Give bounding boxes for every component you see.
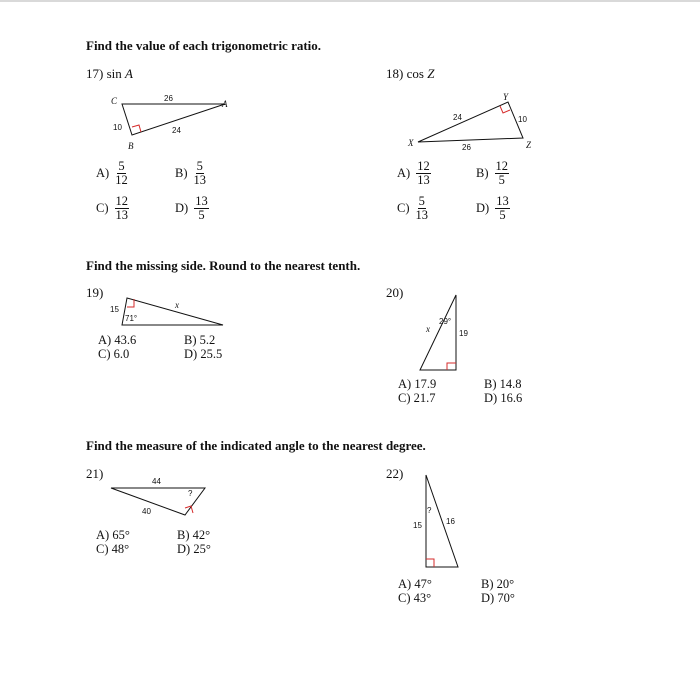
q17-choice-c[interactable]: C) $\frac{12}{13}$ xyxy=(96,194,128,222)
q18-choice-a-den: 13 xyxy=(417,173,430,187)
q22-choice-c[interactable]: C) 43° xyxy=(398,591,432,605)
q22-angle-q: ? xyxy=(427,506,432,515)
q21-angle-q: ? xyxy=(188,489,193,498)
q19-choice-d[interactable]: D) 25.5 xyxy=(184,347,223,361)
q21-triangle-figure xyxy=(105,472,215,522)
q17-choice-d-num: 13 xyxy=(195,194,208,208)
q18-number: 18) xyxy=(386,66,404,81)
q22-choice-b[interactable]: B) 20° xyxy=(481,577,515,591)
q17-choice-b[interactable]: B) $\frac{5}{13}$ xyxy=(175,159,206,187)
q18-side-xy: 24 xyxy=(453,113,462,122)
q18-label-x: X xyxy=(408,138,414,148)
q17-label-c: C xyxy=(111,96,118,106)
q19-choice-c[interactable]: C) 6.0 xyxy=(98,347,130,361)
heading-indicated-angle: Find the measure of the indicated angle to the nearest degree. xyxy=(86,438,426,453)
q21-choice-c[interactable]: C) 48° xyxy=(96,542,130,556)
q18-label-y: Y xyxy=(503,92,509,102)
q18-choice-c-num: 5 xyxy=(418,194,425,208)
q17-choice-b-num: 5 xyxy=(196,159,203,173)
q17-triangle-figure xyxy=(100,92,240,152)
q17-prompt xyxy=(86,66,133,82)
q18-choice-b-den: 5 xyxy=(498,173,505,187)
q20-choice-a[interactable]: A) 17.9 xyxy=(398,377,437,391)
q20-number: 20) xyxy=(386,285,404,300)
q17-var: A xyxy=(125,66,133,81)
q17-choice-a-den: 12 xyxy=(115,173,128,187)
q21-choice-d[interactable]: D) 25° xyxy=(177,542,211,556)
q17-choice-c-den: 13 xyxy=(115,208,128,222)
q17-side-cb: 10 xyxy=(113,123,122,132)
q18-choice-d-den: 5 xyxy=(499,208,506,222)
q18-choice-c[interactable]: C) $\frac{5}{13}$ xyxy=(397,194,428,222)
q17-choice-b-den: 13 xyxy=(193,173,206,187)
q18-choice-a-num: 12 xyxy=(417,159,430,173)
q17-choice-c-num: 12 xyxy=(115,194,128,208)
q17-choice-a-num: 5 xyxy=(118,159,125,173)
q21-number: 21) xyxy=(86,466,104,481)
q18-var: Z xyxy=(427,66,435,81)
q19-label-x: x xyxy=(175,300,179,310)
q17-choice-a[interactable]: A) $\frac{5}{12}$ xyxy=(96,159,128,187)
q20-choice-b[interactable]: B) 14.8 xyxy=(484,377,522,391)
q17-choice-d[interactable]: D) $\frac{13}{5}$ xyxy=(175,194,208,222)
q18-label-z: Z xyxy=(526,140,532,150)
heading-missing-side: Find the missing side. Round to the nearest tenth. xyxy=(86,258,361,273)
q22-side-15: 15 xyxy=(413,521,422,530)
heading-trig-ratio: Find the value of each trigonometric ratio. xyxy=(86,38,322,53)
q22-choice-d[interactable]: D) 70° xyxy=(481,591,515,605)
q19-number: 19) xyxy=(86,285,104,300)
q18-side-xz: 26 xyxy=(462,143,471,152)
q20-side-19: 19 xyxy=(459,329,468,338)
q18-choice-b-num: 12 xyxy=(495,159,508,173)
q18-choice-d-num: 13 xyxy=(496,194,509,208)
q17-side-ba: 24 xyxy=(172,126,181,135)
q18-func: cos xyxy=(406,66,424,81)
q22-number: 22) xyxy=(386,466,404,481)
q18-choice-d[interactable]: D) $\frac{13}{5}$ xyxy=(476,194,509,222)
q18-choice-c-den: 13 xyxy=(415,208,428,222)
q19-choice-b[interactable]: B) 5.2 xyxy=(184,333,216,347)
q19-side-15: 15 xyxy=(110,305,119,314)
q19-angle-71: 71° xyxy=(125,314,138,323)
q17-label-a: A xyxy=(222,99,228,109)
q17-side-ca: 26 xyxy=(164,94,173,103)
q20-angle-29: 29° xyxy=(439,317,452,326)
q18-prompt xyxy=(386,66,434,82)
q17-choice-d-den: 5 xyxy=(198,208,205,222)
q22-triangle-figure xyxy=(410,470,485,575)
q17-label-b: B xyxy=(128,141,134,151)
q20-choice-d[interactable]: D) 16.6 xyxy=(484,391,523,405)
q19-choice-a[interactable]: A) 43.6 xyxy=(98,333,137,347)
q20-label-x: x xyxy=(426,324,430,334)
q18-choice-a[interactable]: A) $\frac{12}{13}$ xyxy=(397,159,430,187)
q20-triangle-figure xyxy=(410,290,490,375)
q21-side-44: 44 xyxy=(152,477,161,486)
q18-side-yz: 10 xyxy=(518,115,527,124)
q18-choice-b[interactable]: B) $\frac{12}{5}$ xyxy=(476,159,508,187)
q17-func: sin xyxy=(106,66,122,81)
q21-choice-a[interactable]: A) 65° xyxy=(96,528,130,542)
q18-triangle-figure xyxy=(390,90,540,155)
top-border xyxy=(0,0,700,2)
q21-side-40: 40 xyxy=(142,507,151,516)
q20-choice-c[interactable]: C) 21.7 xyxy=(398,391,436,405)
q17-number: 17) xyxy=(86,66,104,81)
q21-choice-b[interactable]: B) 42° xyxy=(177,528,211,542)
q22-choice-a[interactable]: A) 47° xyxy=(398,577,432,591)
q22-side-16: 16 xyxy=(446,517,455,526)
